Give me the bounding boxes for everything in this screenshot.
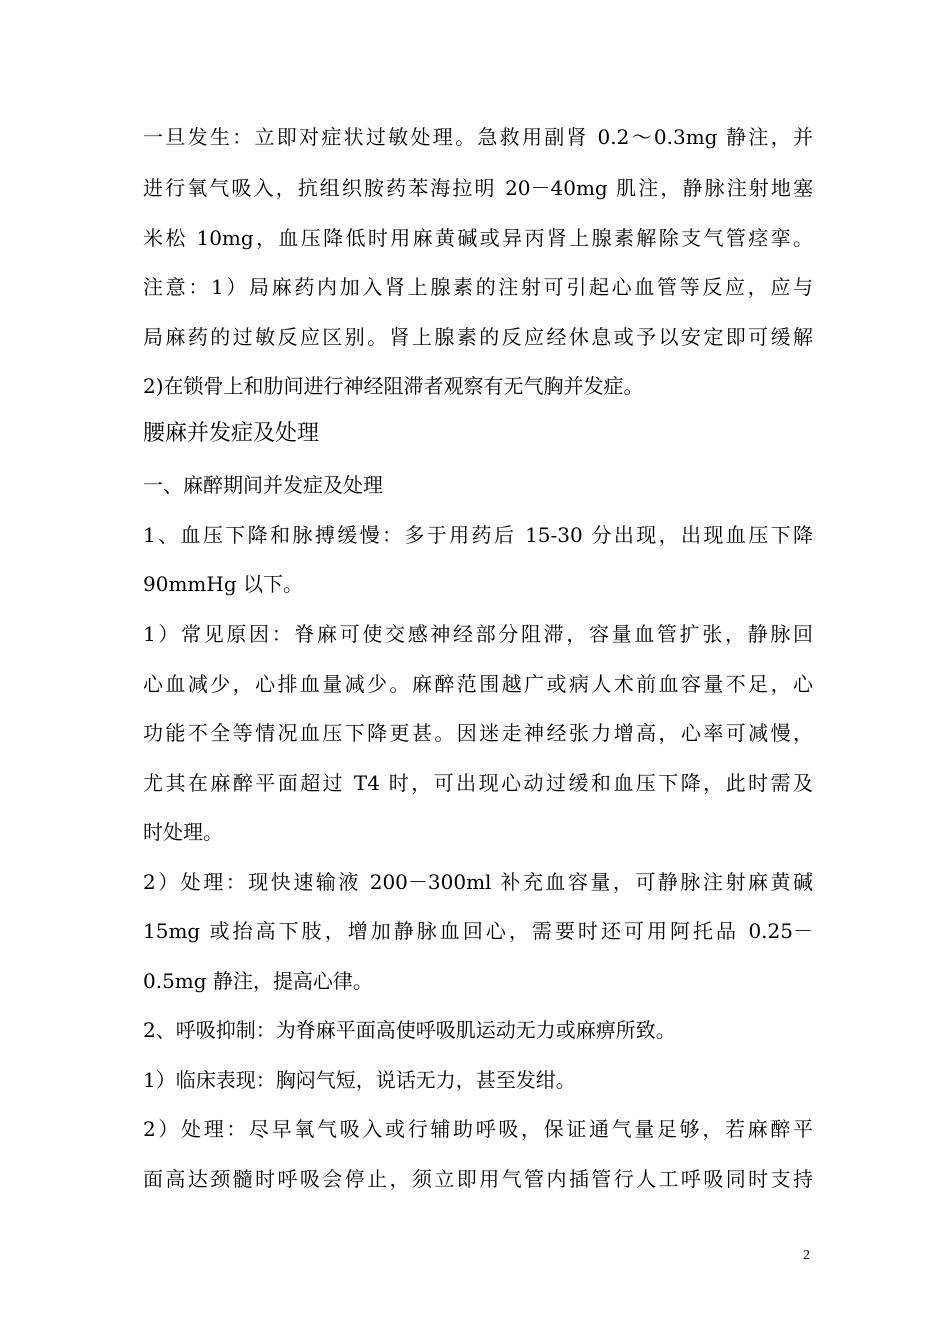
text-line: 90mmHg 以下。 — [143, 572, 303, 596]
text-line: 功能不全等情况血压下降更甚。因迷走神经张力增高，心率可减慢， — [143, 721, 813, 745]
subsection-heading: 一、麻醉期间并发症及处理 — [143, 473, 383, 497]
page-number: 2 — [803, 1248, 810, 1263]
text-line: 进行氧气吸入，抗组织胺药苯海拉明 20－40mg 肌注，静脉注射地塞 — [143, 176, 813, 200]
text-line: 0.5mg 静注，提高心律。 — [143, 969, 373, 993]
text-line: 一旦发生：立即对症状过敏处理。急救用副肾 0.2～0.3mg 静注，并 — [143, 125, 813, 149]
text-line: 心血减少，心排血量减少。麻醉范围越广或病人术前血容量不足，心 — [143, 672, 813, 696]
text-line: 1、血压下降和脉搏缓慢：多于用药后 15-30 分出现，出现血压下降 — [143, 523, 813, 547]
text-line: 注意：1）局麻药内加入肾上腺素的注射可引起心血管等反应，应与 — [143, 275, 813, 299]
text-line: 2、呼吸抑制：为脊麻平面高使呼吸肌运动无力或麻痹所致。 — [143, 1018, 676, 1042]
text-line: 2）处理：尽早氧气吸入或行辅助呼吸，保证通气量足够，若麻醉平 — [143, 1117, 813, 1141]
text-line: 1）临床表现：胸闷气短，说话无力，甚至发绀。 — [143, 1068, 576, 1092]
text-line: 1）常见原因：脊麻可使交感神经部分阻滞，容量血管扩张，静脉回 — [143, 622, 813, 646]
text-line: 2）处理：现快速输液 200－300ml 补充血容量，可静脉注射麻黄碱 — [143, 870, 813, 894]
text-line: 局麻药的过敏反应区别。肾上腺素的反应经休息或予以安定即可缓解 — [143, 325, 813, 349]
text-line: 时处理。 — [143, 820, 223, 844]
text-line: 2)在锁骨上和肋间进行神经阻滞者观察有无气胸并发症。 — [143, 374, 644, 398]
section-heading: 腰麻并发症及处理 — [143, 421, 320, 446]
text-line: 15mg 或抬高下肢，增加静脉血回心，需要时还可用阿托品 0.25－ — [143, 919, 813, 943]
text-line: 面高达颈髓时呼吸会停止，须立即用气管内插管行人工呼吸同时支持 — [143, 1167, 813, 1191]
text-line: 米松 10mg，血压降低时用麻黄碱或异丙肾上腺素解除支气管痉挛。 — [143, 226, 813, 250]
text-line: 尤其在麻醉平面超过 T4 时，可出现心动过缓和血压下降，此时需及 — [143, 771, 813, 795]
